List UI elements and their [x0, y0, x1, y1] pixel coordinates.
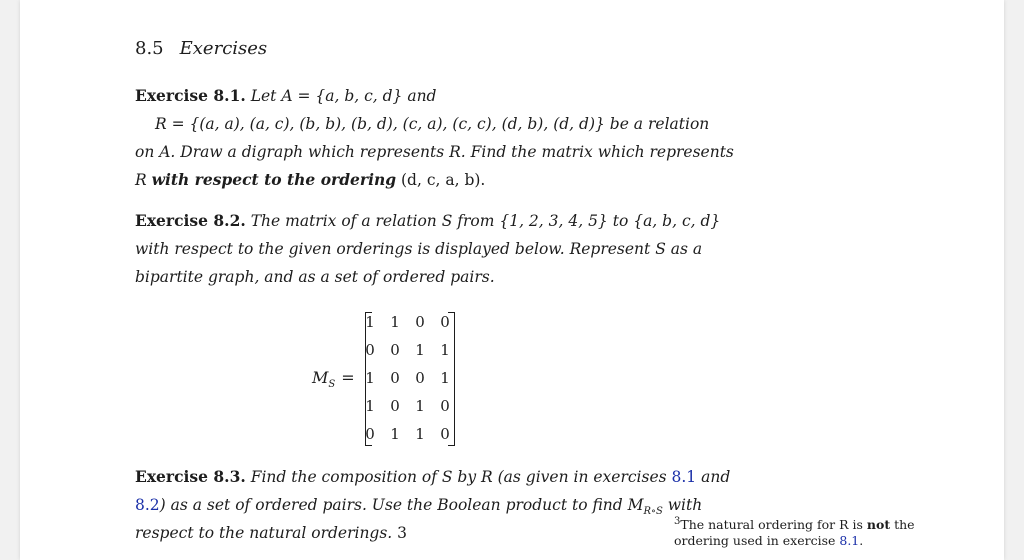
exercise-8-1-line-4	[135, 170, 485, 190]
exercise-8-1-label: Exercise 8.1.	[135, 86, 246, 105]
exercise-8-2-text-3: bipartite graph, and as a set of ordered pairs.	[135, 268, 495, 286]
matrix-cell-r4-c3: 1	[415, 397, 425, 415]
footnote	[674, 514, 915, 549]
matrix-cell-r1-c2: 1	[390, 313, 400, 331]
matrix-cell-r3-c4: 1	[440, 369, 450, 387]
matrix-cell-r3-c3: 0	[415, 369, 425, 387]
footnote-text-1b: the	[890, 517, 915, 533]
exercise-8-2-label: Exercise 8.2.	[135, 211, 246, 230]
matrix-cell-r1-c4: 0	[440, 313, 450, 331]
matrix-cell-r5-c2: 1	[390, 425, 400, 443]
footnote-text-1bold: not	[866, 517, 891, 533]
exercise-8-3-subscript: R∘S	[643, 506, 663, 518]
matrix-label	[312, 368, 355, 390]
matrix-cell-r4-c2: 0	[390, 397, 400, 415]
matrix-cell-r1-c3: 0	[415, 313, 425, 331]
footnote-line-2	[674, 533, 915, 549]
footnote-text-2: ordering used in exercise	[674, 533, 840, 549]
exercise-8-3-line-2	[135, 495, 702, 522]
footnote-line-1	[674, 514, 915, 533]
exercise-8-3-text-2b: with	[662, 496, 703, 514]
footnote-text-1a: The natural ordering for R is	[680, 517, 867, 533]
matrix-cell-r5-c4: 0	[440, 425, 450, 443]
exercise-8-3-text-3: respect to the natural orderings.	[135, 524, 398, 542]
exercise-8-3-line-1	[135, 467, 730, 487]
matrix-cell-r5-c1: 0	[365, 425, 375, 443]
exercise-8-1-text-4a: R	[135, 171, 152, 189]
matrix-cell-r2-c3: 1	[415, 341, 425, 359]
matrix-equals: =	[341, 368, 355, 387]
footnote-exercise-8-1-link[interactable]: 8.1	[839, 533, 860, 549]
matrix-cell-r4-c4: 0	[440, 397, 450, 415]
matrix-cell-r4-c1: 1	[365, 397, 375, 415]
exercise-8-1-line-1	[135, 86, 436, 106]
exercise-8-1-text-3: on A. Draw a digraph which represents R. Find the matrix which represents	[135, 143, 734, 161]
exercise-8-2-link[interactable]: 8.2	[135, 496, 160, 514]
exercise-8-1-line-2	[155, 114, 709, 134]
footnote-reference[interactable]: 3	[397, 524, 408, 542]
exercise-8-1-text-4c: (d, c, a, b).	[396, 171, 486, 189]
matrix-cell-r2-c1: 0	[365, 341, 375, 359]
exercise-8-2-text-2: with respect to the given orderings is displayed below. Represent S as a	[135, 240, 703, 258]
exercise-8-3-text-2a: ) as a set of ordered pairs. Use the Boolean product to find M	[159, 496, 644, 514]
matrix-cell-r5-c3: 1	[415, 425, 425, 443]
exercise-8-2-line-1	[135, 211, 720, 231]
footnote-mark: 3	[674, 516, 681, 527]
matrix-cell-r3-c2: 0	[390, 369, 400, 387]
exercise-8-2-text-1: The matrix of a relation S from {1, 2, 3, 4, 5} to {a, b, c, d}	[250, 212, 721, 230]
matrix-cell-r1-c1: 1	[365, 313, 375, 331]
document-page	[20, 0, 1004, 560]
section-number: 8.5	[135, 38, 164, 59]
matrix-cell-r2-c2: 0	[390, 341, 400, 359]
matrix-label-subscript: S	[328, 379, 336, 391]
exercise-8-2-line-3	[135, 267, 495, 287]
exercise-8-1-text-2: R = {(a, a), (a, c), (b, b), (b, d), (c, a), (c, c), (d, b), (d, d)} be a relation	[155, 115, 710, 133]
exercise-8-3-text-1b: and	[696, 468, 731, 486]
exercise-8-1-text-1: Let A = {a, b, c, d} and	[250, 87, 437, 105]
matrix-cell-r3-c1: 1	[365, 369, 375, 387]
exercise-8-3-label: Exercise 8.3.	[135, 467, 246, 486]
exercise-8-3-text-1a: Find the composition of S by R (as given in exercises	[250, 468, 672, 486]
exercise-8-2-line-2	[135, 239, 702, 259]
matrix-label-m: M	[312, 368, 329, 387]
exercise-8-1-line-3	[135, 142, 734, 162]
exercise-8-1-link[interactable]: 8.1	[671, 468, 697, 486]
matrix-cell-r2-c4: 1	[440, 341, 450, 359]
exercise-8-1-text-4b: with respect to the ordering	[151, 170, 397, 189]
section-heading	[135, 38, 267, 59]
section-title: Exercises	[179, 38, 268, 59]
exercise-8-3-line-3	[135, 523, 407, 543]
footnote-text-2-end: .	[859, 533, 864, 549]
